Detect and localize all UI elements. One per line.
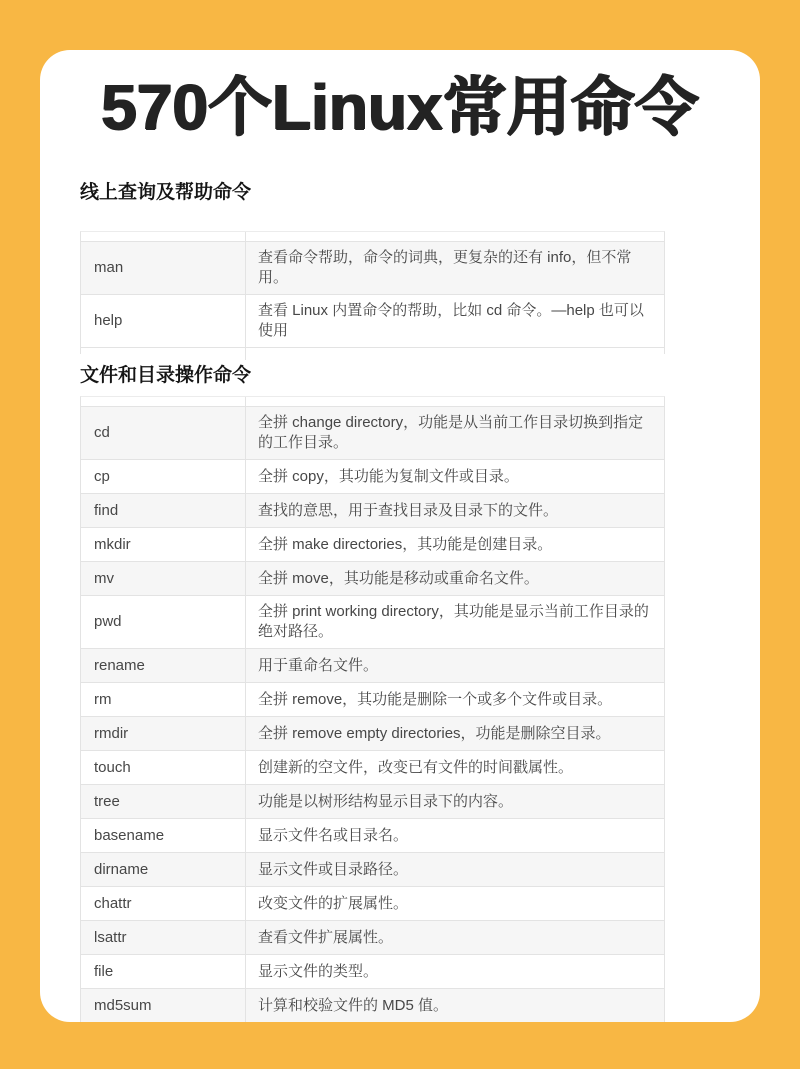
clipped-row xyxy=(81,232,664,242)
section-online-help-commands xyxy=(80,181,720,354)
description-cell: 全拼 remove empty directories，功能是删除空目录。 xyxy=(258,724,611,742)
description-cell: 用于重命名文件。 xyxy=(258,656,379,674)
table-row xyxy=(81,683,664,717)
command-table xyxy=(80,396,665,1022)
description-cell: 创建新的空文件，改变已有文件的时间戳属性。 xyxy=(258,758,574,776)
table-row xyxy=(81,242,664,295)
command-cell: man xyxy=(81,242,246,294)
table-row xyxy=(81,649,664,683)
description-cell: 改变文件的扩展属性。 xyxy=(258,894,409,912)
description-cell: 显示文件名或目录名。 xyxy=(258,826,409,844)
description-cell: 全拼 make directories，其功能是创建目录。 xyxy=(258,535,553,553)
table-row xyxy=(81,785,664,819)
command-cell: lsattr xyxy=(81,921,246,954)
command-cell: basename xyxy=(81,819,246,852)
description-cell: 查找的意思，用于查找目录及目录下的文件。 xyxy=(258,501,559,519)
table-row xyxy=(81,528,664,562)
table-row xyxy=(81,921,664,955)
command-cell: find xyxy=(81,494,246,527)
description-cell: 计算和校验文件的 MD5 值。 xyxy=(258,996,449,1014)
section-file-directory-commands xyxy=(80,364,720,1022)
description-cell: 查看命令帮助，命令的词典，更复杂的还有 info，但不常用。 xyxy=(258,249,632,287)
table-row xyxy=(81,819,664,853)
description-cell: 全拼 copy，其功能为复制文件或目录。 xyxy=(258,467,519,485)
command-cell: md5sum xyxy=(81,989,246,1022)
clipped-row xyxy=(81,348,664,354)
table-row xyxy=(81,751,664,785)
description-cell: 全拼 print working directory，其功能是显示当前工作目录的绝对路径。 xyxy=(258,603,649,641)
table-row xyxy=(81,494,664,528)
description-cell: 显示文件或目录路径。 xyxy=(258,860,409,878)
content-card xyxy=(40,50,760,1022)
description-cell: 功能是以树形结构显示目录下的内容。 xyxy=(258,792,514,810)
command-cell: help xyxy=(81,295,246,347)
command-cell: tree xyxy=(81,785,246,818)
command-cell: dirname xyxy=(81,853,246,886)
table-rows xyxy=(81,242,664,348)
description-cell: 全拼 change directory，功能是从当前工作目录切换到指定的工作目录。 xyxy=(258,414,644,452)
table-row xyxy=(81,295,664,348)
description-cell: 查看文件扩展属性。 xyxy=(258,928,394,946)
description-cell xyxy=(246,348,664,360)
command-cell: touch xyxy=(81,751,246,784)
command-cell: mkdir xyxy=(81,528,246,561)
table-row xyxy=(81,562,664,596)
command-cell: rename xyxy=(81,649,246,682)
card-content xyxy=(40,66,760,1022)
command-cell: rmdir xyxy=(81,717,246,750)
table-rows xyxy=(81,407,664,1022)
command-cell: pwd xyxy=(81,596,246,648)
command-cell: mv xyxy=(81,562,246,595)
table-row xyxy=(81,887,664,921)
command-cell: file xyxy=(81,955,246,988)
table-row xyxy=(81,460,664,494)
table-row xyxy=(81,717,664,751)
command-cell: cp xyxy=(81,460,246,493)
command-cell: rm xyxy=(81,683,246,716)
description-cell: 全拼 remove，其功能是删除一个或多个文件或目录。 xyxy=(258,690,613,708)
command-cell: cd xyxy=(81,407,246,459)
page-title: 570个Linux常用命令 xyxy=(101,71,699,143)
table-row xyxy=(81,596,664,649)
section-heading: 线上查询及帮助命令 xyxy=(80,182,252,204)
section-heading: 文件和目录操作命令 xyxy=(80,365,252,387)
table-row xyxy=(81,407,664,460)
table-row xyxy=(81,989,664,1022)
description-cell: 查看 Linux 内置命令的帮助，比如 cd 命令。—help 也可以使用 xyxy=(258,302,644,340)
command-table xyxy=(80,231,665,354)
description-cell: 全拼 move，其功能是移动或重命名文件。 xyxy=(258,569,539,587)
table-row xyxy=(81,955,664,989)
command-cell: chattr xyxy=(81,887,246,920)
clipped-row xyxy=(81,397,664,407)
command-cell xyxy=(81,348,246,360)
table-row xyxy=(81,853,664,887)
description-cell: 显示文件的类型。 xyxy=(258,962,379,980)
